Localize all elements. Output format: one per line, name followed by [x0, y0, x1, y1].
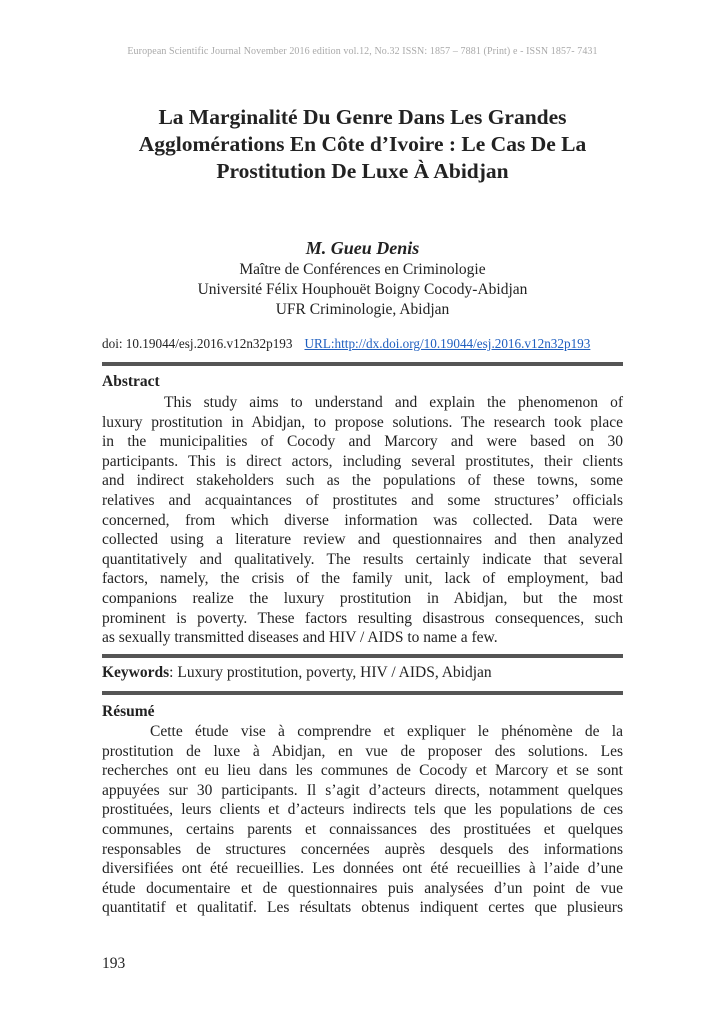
- abstract-line: quantitatively and qualitatively. The results certainly indicate that several: [102, 550, 623, 568]
- abstract-line: companions realize the luxury prostitution in Abidjan, but the most: [102, 589, 623, 607]
- resume-line: étude documentaire et de questionnaires puis analysées d’un point de vue: [102, 879, 623, 897]
- resume-line: recherches ont eu lieu dans les communes de Cocody et Marcory et se sont: [102, 762, 623, 780]
- journal-header: European Scientific Journal November 2016 edition vol.12, No.32 ISSN: 1857 – 7881 (Print) e - ISSN 1857- 7431: [127, 46, 598, 57]
- abstract-line: relatives and acquaintances of prostitutes and some structures’ officials: [102, 491, 623, 509]
- resume-line: prostituées, leurs clients et d’acteurs indirects tels que les populations de ces: [102, 801, 623, 819]
- paper-title: [80, 104, 645, 185]
- abstract-body: [102, 393, 623, 648]
- doi-text: doi: 10.19044/esj.2016.v12n32p193: [102, 336, 293, 351]
- abstract-line: factors, namely, the crisis of the family unit, lack of employment, bad: [102, 570, 623, 588]
- abstract-line: and indirect stakeholders such as the populations of these towns, some: [102, 472, 623, 490]
- abstract-line: luxury prostitution in Abidjan, to propose solutions. The research took place: [102, 413, 623, 431]
- author-affiliation: [0, 260, 725, 320]
- resume-line: communes, certains parents et connaissances des prostituées et quelques: [102, 820, 623, 838]
- keywords-text: : Luxury prostitution, poverty, HIV / AIDS, Abidjan: [169, 664, 492, 681]
- resume-line: Cette étude vise à comprendre et expliquer le phénomène de la: [150, 723, 623, 740]
- abstract-line: participants. This is direct actors, including several prostitutes, their clients: [102, 452, 623, 470]
- resume-line: responsables de structures concernées auprès desquels des informations: [102, 840, 623, 858]
- abstract-heading: Abstract: [102, 373, 160, 390]
- affiliation-line: Maître de Conférences en Criminologie: [239, 261, 486, 278]
- title-line: Agglomérations En Côte d’Ivoire : Le Cas De La: [138, 132, 587, 156]
- affiliation-line: Université Félix Houphouët Boigny Cocody-Abidjan: [197, 281, 528, 298]
- author-name: M. Gueu Denis: [305, 238, 420, 258]
- abstract-line: This study aims to understand and explain the phenomenon of: [164, 394, 623, 411]
- resume-body: [102, 722, 623, 918]
- resume-line: diversifiées ont été recueillies. Les données ont été recueillies à l’aide d’une: [102, 860, 623, 878]
- section-divider: [102, 362, 623, 366]
- affiliation-line: UFR Criminologie, Abidjan: [275, 301, 450, 318]
- abstract-line: in the municipalities of Cocody and Marcory and were based on 30: [102, 433, 623, 451]
- keywords-label: Keywords: [102, 664, 170, 681]
- abstract-line: as sexually transmitted diseases and HIV / AIDS to name a few.: [102, 629, 498, 647]
- abstract-line: concerned, from which diverse information was collected. Data were: [102, 511, 623, 529]
- keywords-line: [102, 664, 492, 682]
- resume-heading: Résumé: [102, 703, 155, 720]
- resume-line: quantitatif et qualitatif. Les résultats obtenus indiquent certes que plusieurs: [102, 899, 623, 917]
- page-number: 193: [102, 955, 126, 972]
- title-line: Prostitution De Luxe À Abidjan: [216, 159, 509, 183]
- title-line: La Marginalité Du Genre Dans Les Grandes: [158, 105, 567, 129]
- doi-url-link[interactable]: URL:http://dx.doi.org/10.19044/esj.2016.v12n32p193: [304, 336, 591, 351]
- section-divider: [102, 691, 623, 695]
- resume-line: prostitution de luxe à Abidjan, en vue de proposer des solutions. Les: [102, 742, 623, 760]
- abstract-line: prominent is poverty. These factors resulting disastrous consequences, such: [102, 609, 623, 627]
- section-divider: [102, 654, 623, 658]
- doi-line: [102, 336, 625, 352]
- abstract-line: collected using a literature review and questionnaires and then analyzed: [102, 531, 623, 549]
- resume-line: appuyées sur 30 participants. Il s’agit d’acteurs directs, notamment quelques: [102, 781, 623, 799]
